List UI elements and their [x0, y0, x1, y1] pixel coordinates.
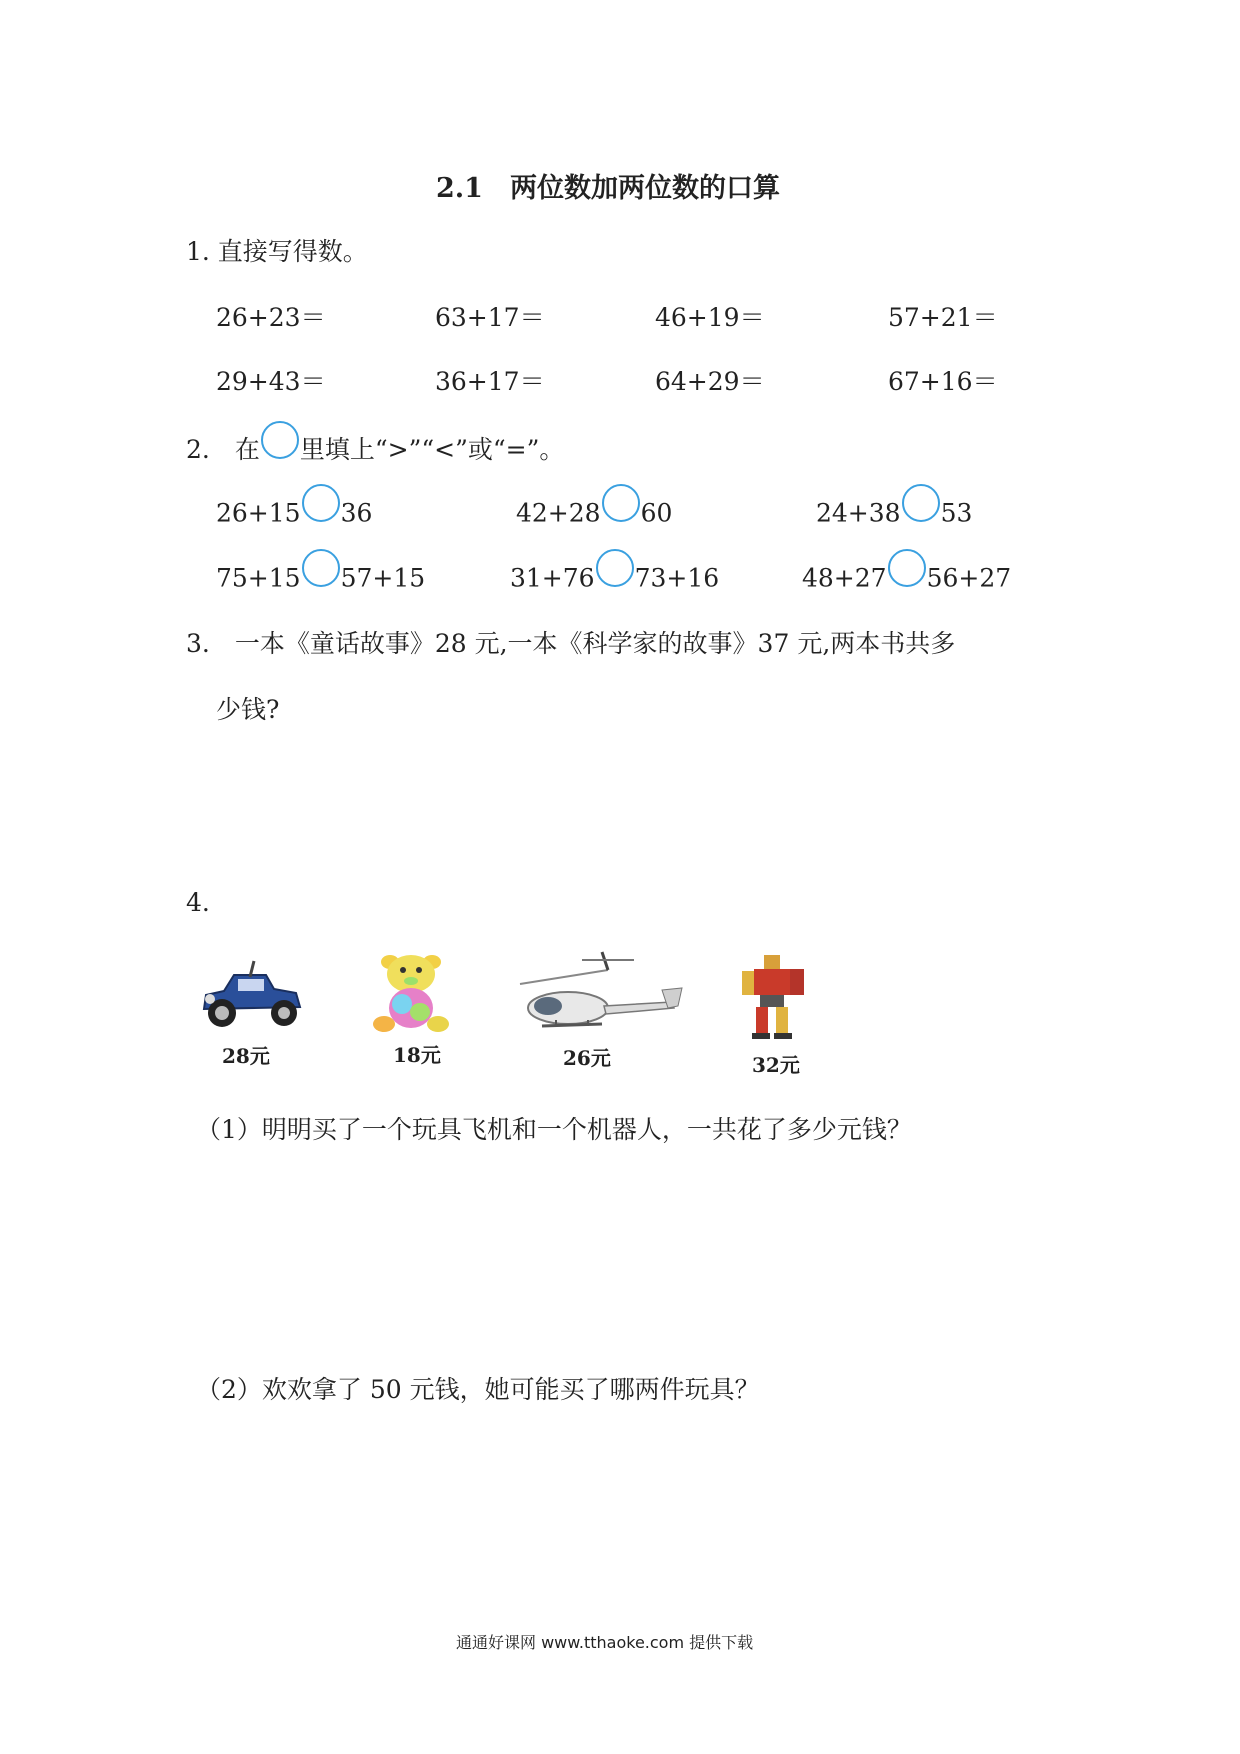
q4-label: 4. [186, 888, 210, 917]
compare-right: 36 [340, 498, 373, 528]
q1-item: 46+19＝ [655, 303, 765, 332]
toy-price: 26元 [563, 1046, 611, 1070]
compare-right: 56+27 [926, 563, 1012, 593]
compare-left: 31+76 [510, 563, 595, 593]
answer-circle[interactable] [602, 484, 640, 522]
toy-car-icon [196, 955, 306, 1039]
answer-circle[interactable] [302, 484, 340, 522]
q4-subquestion-2: （2）欢欢拿了 50 元钱，她可能买了哪两件玩具？ [196, 1375, 760, 1404]
compare-item [216, 496, 372, 534]
toy-price: 28元 [222, 1044, 270, 1068]
toy-price: 18元 [393, 1043, 441, 1067]
q4-subquestion-1: （1）明明买了一个玩具飞机和一个机器人，一共花了多少元钱？ [196, 1115, 912, 1144]
q2-label-before: 2. 在 [186, 435, 260, 464]
compare-item [802, 561, 1011, 599]
toy-helicopter-icon [512, 950, 696, 1040]
q1-item: 29+43＝ [216, 367, 326, 396]
answer-circle[interactable] [596, 549, 634, 587]
compare-left: 26+15 [216, 498, 301, 528]
toy-robot-icon [736, 953, 808, 1045]
toy-bear-icon [370, 950, 454, 1040]
compare-left: 24+38 [816, 498, 901, 528]
compare-left: 48+27 [802, 563, 887, 593]
answer-circle[interactable] [302, 549, 340, 587]
compare-left: 42+28 [516, 498, 601, 528]
toy-price: 32元 [752, 1053, 800, 1077]
q1-item: 64+29＝ [655, 367, 765, 396]
compare-left: 75+15 [216, 563, 301, 593]
compare-right: 73+16 [634, 563, 720, 593]
q2-label [186, 430, 564, 471]
q1-item: 63+17＝ [435, 303, 545, 332]
q1-item: 57+21＝ [888, 303, 998, 332]
compare-item [816, 496, 972, 534]
compare-right: 57+15 [340, 563, 426, 593]
q1-label: 1. 直接写得数。 [186, 237, 368, 266]
footer-source: 通通好课网 www.tthaoke.com 提供下载 [456, 1633, 754, 1652]
compare-item [216, 561, 425, 599]
compare-item [516, 496, 672, 534]
page-title: 2.1 两位数加两位数的口算 [436, 173, 780, 204]
q1-item: 26+23＝ [216, 303, 326, 332]
q1-item: 36+17＝ [435, 367, 545, 396]
answer-circle[interactable] [888, 549, 926, 587]
q3-text-line1: 3. 一本《童话故事》28 元,一本《科学家的故事》37 元,两本书共多 [186, 629, 956, 658]
q2-label-after: 里填上“>”“<”或“=”。 [299, 435, 565, 464]
compare-right: 60 [640, 498, 673, 528]
compare-item [510, 561, 719, 599]
q3-text-line2: 少钱? [216, 695, 280, 724]
compare-circle-icon [261, 421, 299, 459]
answer-circle[interactable] [902, 484, 940, 522]
compare-right: 53 [940, 498, 973, 528]
q1-item: 67+16＝ [888, 367, 998, 396]
